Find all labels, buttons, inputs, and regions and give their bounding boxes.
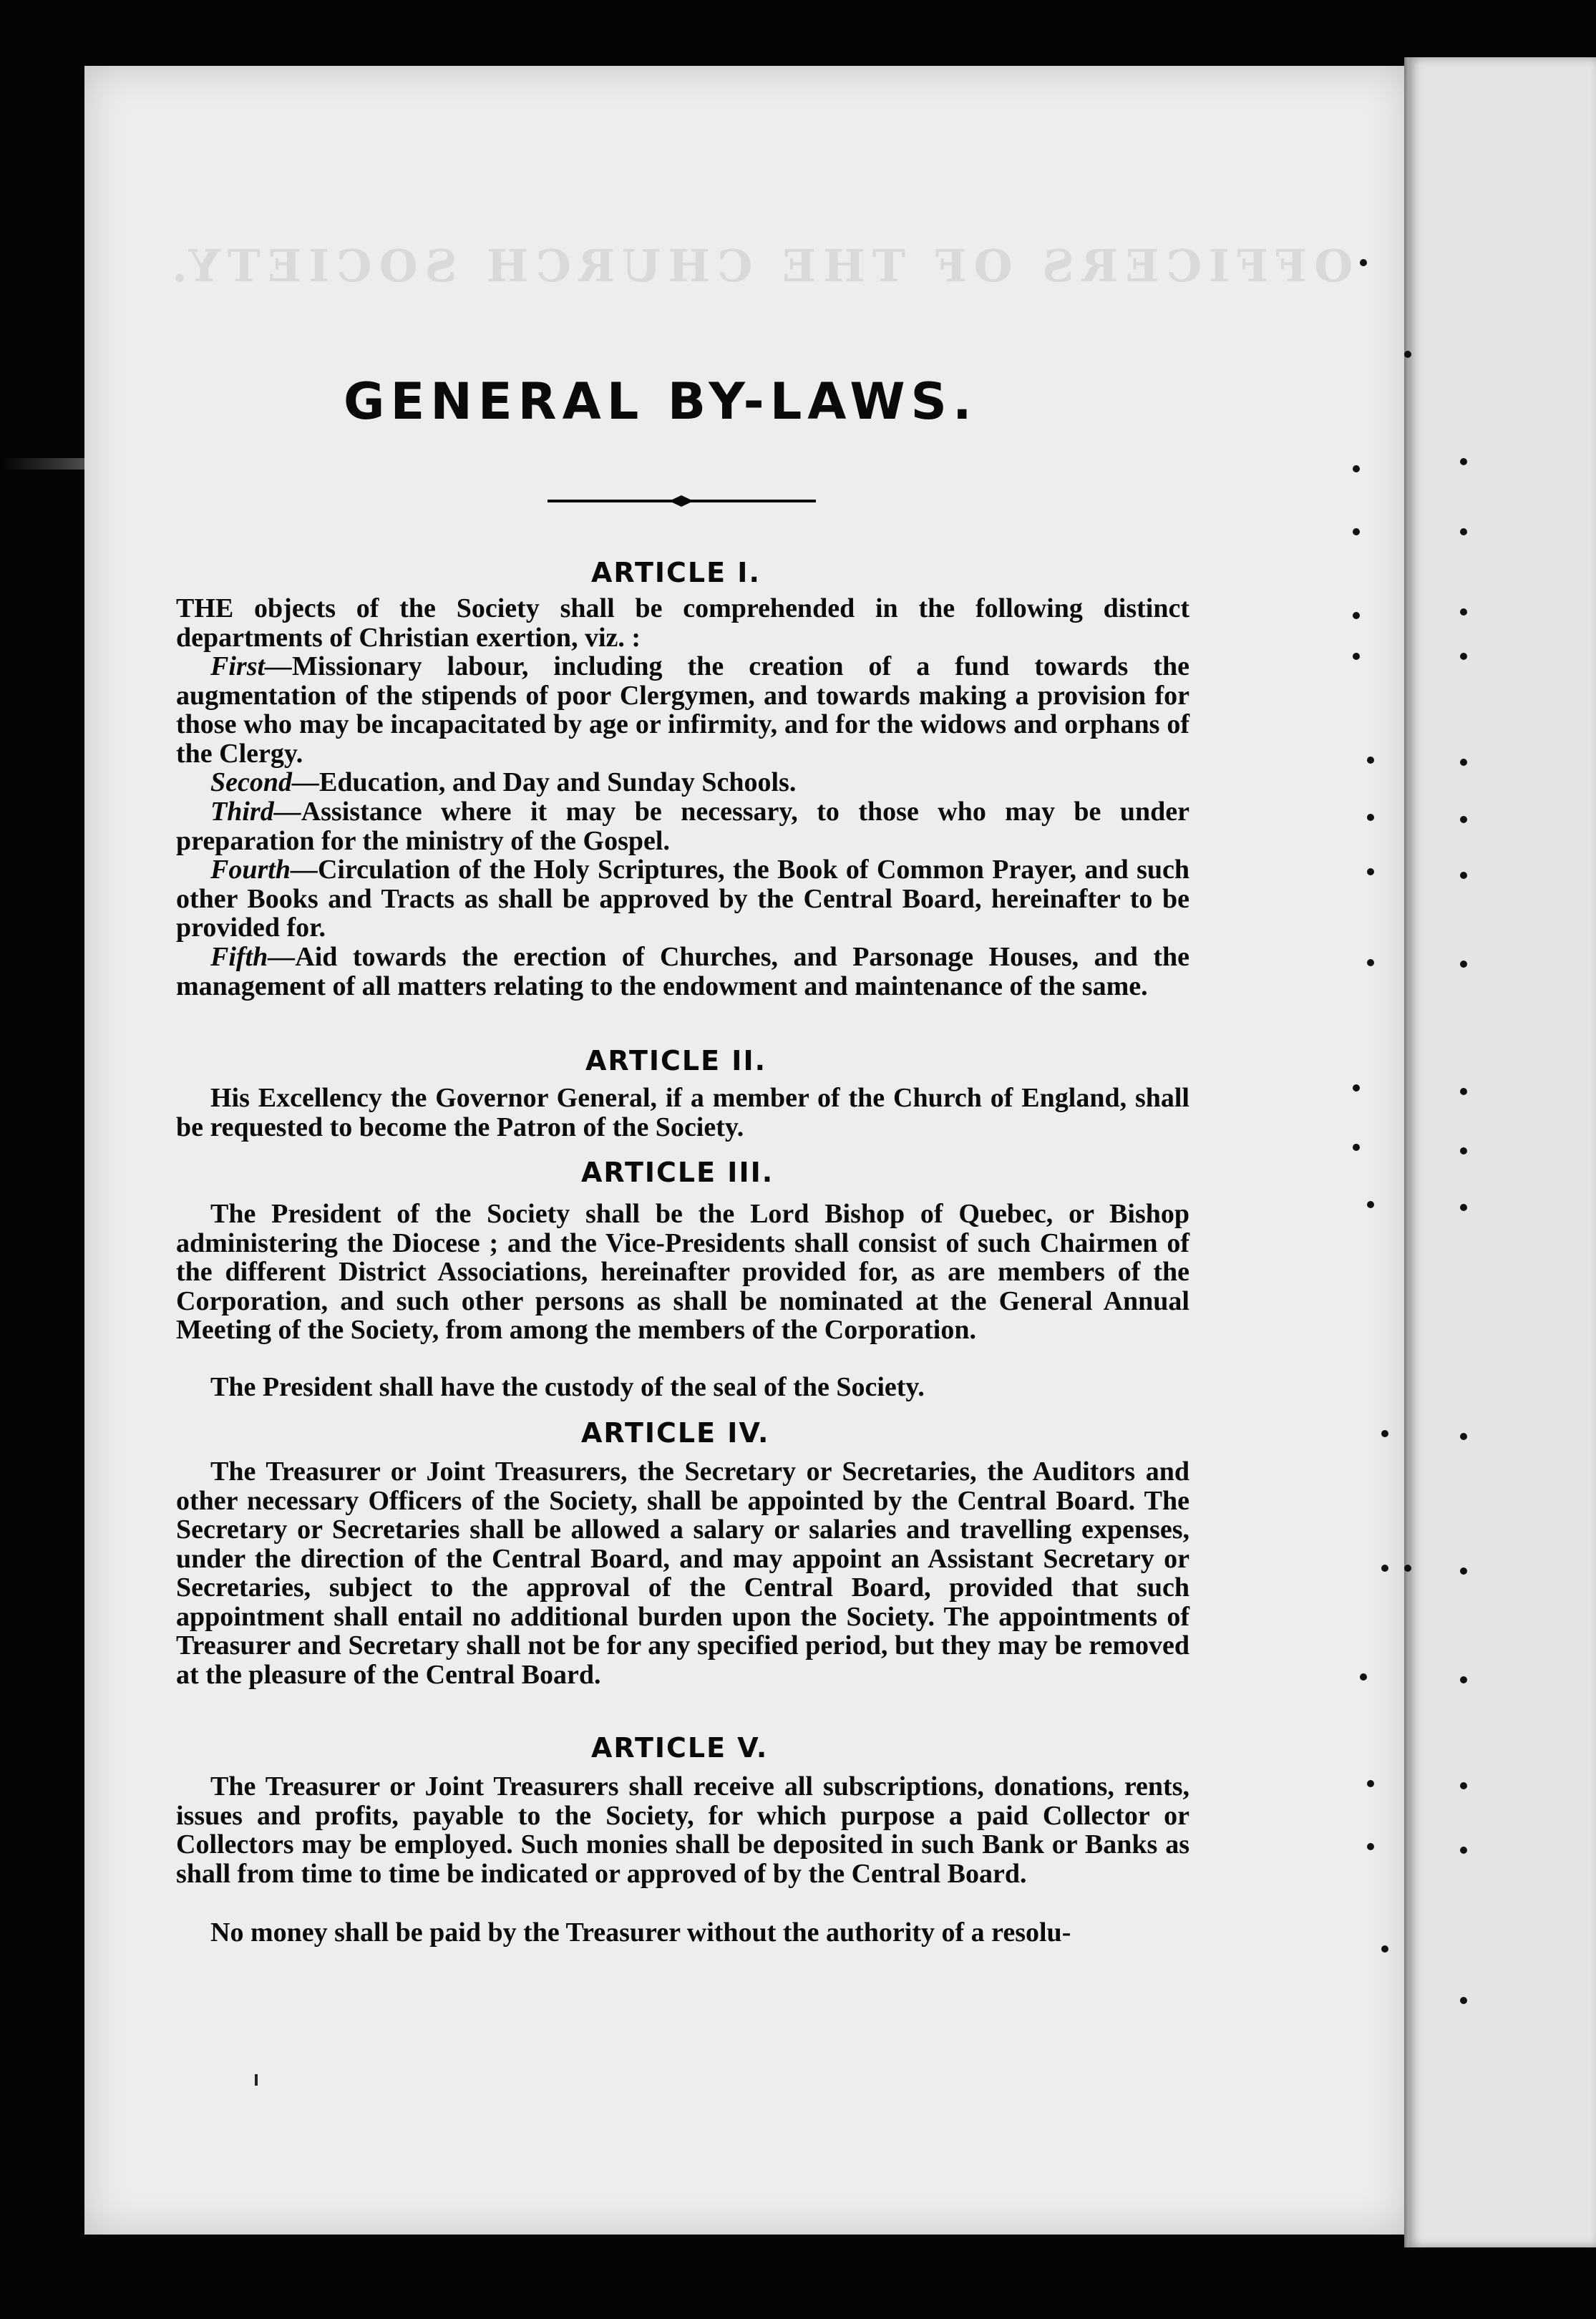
paragraph-text: Education, and Day and Sunday Schools. <box>319 767 797 797</box>
article-3-heading: ARTICLE III. <box>581 1157 774 1188</box>
paragraph-text: The Treasurer or Joint Treasurers shall receive all subscriptions, donations, rents, issues and profits, payable to the Society, for which purpose a paid Collector or Collectors may be employed. Such monies shall be deposited in such Bank or Banks as shall from time to time be indicated or approved of by the Central Board. <box>176 1771 1189 1889</box>
article-5-paragraph-1 <box>176 1772 1189 1888</box>
paragraph-lead: Third— <box>210 797 301 827</box>
paragraph-text: The President shall have the custody of the seal of the Society. <box>210 1372 925 1402</box>
article-4-paragraph-1 <box>176 1457 1189 1689</box>
article-1-paragraph-fourth <box>176 855 1189 943</box>
paragraph-lead: Second— <box>210 767 319 797</box>
article-4-heading: ARTICLE IV. <box>581 1417 770 1449</box>
paragraph-text: THE objects of the Society shall be comprehended in the following distinct departments of Christian exertion, viz. : <box>176 593 1189 653</box>
scan-speck <box>255 2074 258 2086</box>
article-1-paragraph-first <box>176 652 1189 768</box>
article-1-heading: ARTICLE I. <box>591 557 761 588</box>
paragraph-text: The Treasurer or Joint Treasurers, the Secretary or Secretaries, the Auditors and other necessary Officers of the Society, shall be appointed by the Central Board. The Secretary or Secretaries shall be allowed a salary or salaries and travelling expenses, under the direction of the Central Board, and may appoint an Assistant Secretary or Secretaries, subject to the approval of the Central Board, provided that such appointment shall entail no additional burden upon the Society. The appointments of Treasurer and Secretary shall not be for any specified period, but they may be removed at the pleasure of the Central Board. <box>176 1457 1189 1690</box>
adjacent-page-strip <box>1408 57 1596 2247</box>
article-1-paragraph-fifth <box>176 943 1189 1001</box>
article-1-paragraph-third <box>176 797 1189 855</box>
paragraph-lead: Fourth— <box>210 855 318 885</box>
document-title: GENERAL BY-LAWS. <box>344 372 978 431</box>
paragraph-text: Missionary labour, including the creation of a fund towards the augmentation of the stipends of poor Clergymen, and towards making a provision for those who may be incapacitated by age or infirmity, and for the widows and orphans of the Clergy. <box>176 651 1189 769</box>
article-3-paragraph-1 <box>176 1200 1189 1345</box>
paragraph-text: The President of the Society shall be the Lord Bishop of Quebec, or Bishop administering the Diocese ; and the Vice-Presidents shall consist of such Chairmen of the different District Associations, hereinafter provided for, as are members of the Corporation, and such other persons as shall be nominated at the General Annual Meeting of the Society, from among the members of the Corporation. <box>176 1199 1189 1345</box>
paragraph-lead: Fifth— <box>210 942 296 972</box>
paragraph-text: Aid towards the erection of Churches, and Parsonage Houses, and the management of all matters relating to the endowment and maintenance of the same. <box>176 942 1189 1001</box>
bleed-through-title: OFFICERS OF THE CHURCH SOCIETY. <box>165 240 1353 292</box>
page-edge-shadow <box>0 458 86 470</box>
ornamental-rule <box>548 494 816 508</box>
article-2-heading: ARTICLE II. <box>585 1045 767 1076</box>
article-5-paragraph-2 <box>176 1918 1189 1948</box>
article-1-paragraph-second <box>176 768 1189 797</box>
paragraph-text: His Excellency the Governor General, if a member of the Church of England, shall be requested to become the Patron of the Society. <box>176 1083 1189 1142</box>
paragraph-text: Assistance where it may be necessary, to those who may be under preparation for the ministry of the Gospel. <box>176 797 1189 856</box>
article-2-paragraph-1 <box>176 1084 1189 1142</box>
paragraph-text: Circulation of the Holy Scriptures, the Book of Common Prayer, and such other Books and Tracts as shall be approved by the Central Board, hereinafter to be provided for. <box>176 855 1189 943</box>
article-3-paragraph-2 <box>176 1373 1189 1402</box>
article-1-paragraph-1 <box>176 594 1189 652</box>
paragraph-lead: First— <box>210 651 293 681</box>
article-5-heading: ARTICLE V. <box>591 1732 769 1764</box>
paragraph-text: No money shall be paid by the Treasurer without the authority of a resolu- <box>210 1917 1071 1948</box>
